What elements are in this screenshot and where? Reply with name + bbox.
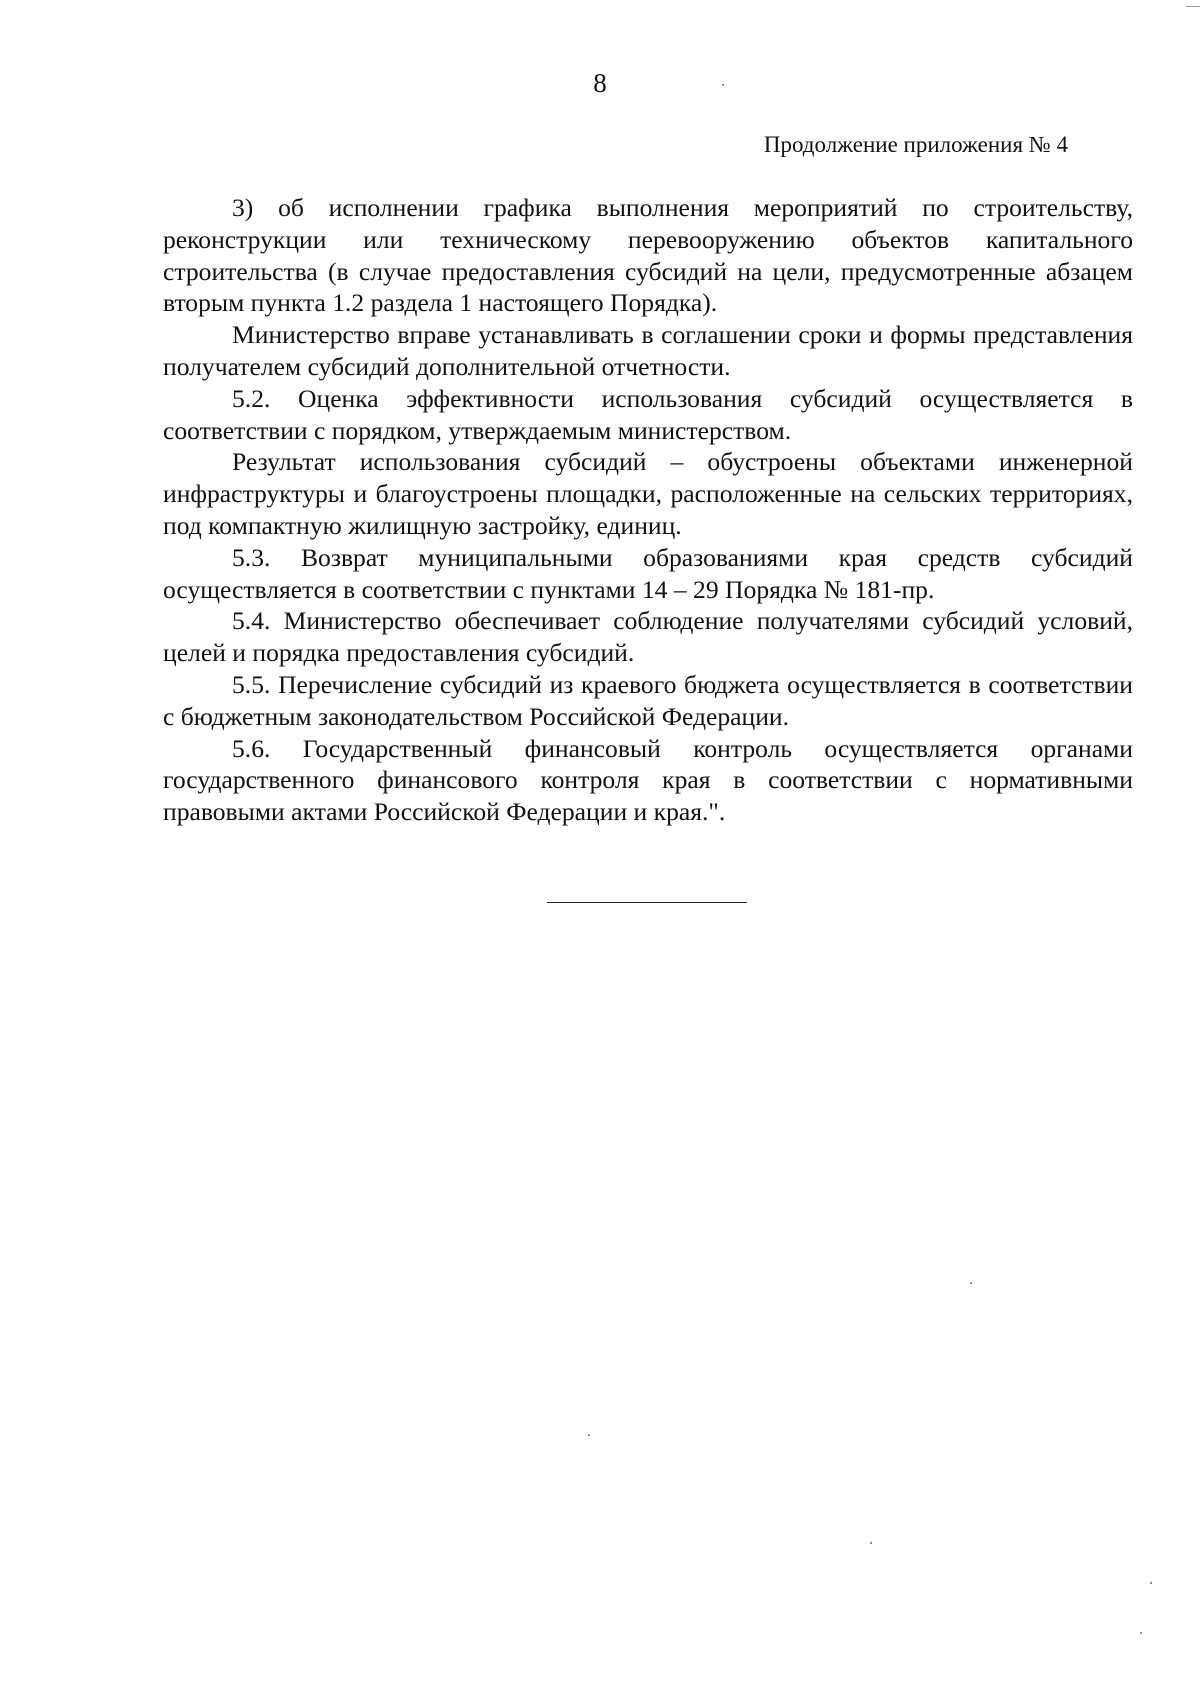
scan-speck (1140, 1632, 1142, 1634)
paragraph-5-5: 5.5. Перечисление субсидий из краевого бюджета осуществляется в соответствии с бюджетным законодательством Российской Федерации. (163, 669, 1133, 731)
appendix-continuation-note: Продолжение приложения № 4 (763, 132, 1068, 157)
scan-edge-mark (1186, 6, 1200, 7)
paragraph-report-schedule: 3) об исполнении графика выполнения мероприятий по строительству, реконструкции или техническому перевооружению объектов капитального строительства (в случае предоставления субсидий на цели, предусмотренные абзацем вторым пункта 1.2 раздела 1 настоящего Порядка). (163, 193, 1133, 318)
page-number: 8 (593, 68, 607, 98)
paragraph-5-4: 5.4. Министерство обеспечивает соблюдение получателями субсидий условий, целей и порядка предоставления субсидий. (163, 606, 1133, 668)
scan-speck (970, 1282, 972, 1284)
scan-speck (588, 1434, 590, 1436)
paragraph-5-2: 5.2. Оценка эффективности использования субсидий осуществляется в соответствии с порядком, утверждаемым министерством. (163, 383, 1133, 445)
scan-speck (1150, 1582, 1152, 1584)
paragraph-additional-reporting: Министерство вправе устанавливать в соглашении сроки и формы представления получателем субсидий дополнительной отчетности. (163, 320, 1133, 381)
end-divider-line (547, 902, 747, 903)
scan-speck (722, 84, 724, 86)
scan-speck (870, 1542, 872, 1544)
document-body (163, 192, 1133, 828)
paragraph-5-6: 5.6. Государственный финансовый контроль осуществляется органами государственного финансового контроля края в соответствии с нормативными правовыми актами Российской Федерации и края.". (163, 733, 1133, 827)
paragraph-result: Результат использования субсидий – обустроены объектами инженерной инфраструктуры и благоустроены площадки, расположенные на сельских территориях, под компактную жилищную застройку, единиц. (163, 447, 1133, 540)
paragraph-5-3: 5.3. Возврат муниципальными образованиями края средств субсидий осуществляется в соответствии с пунктами 14 – 29 Порядка № 181-пр. (163, 542, 1133, 604)
